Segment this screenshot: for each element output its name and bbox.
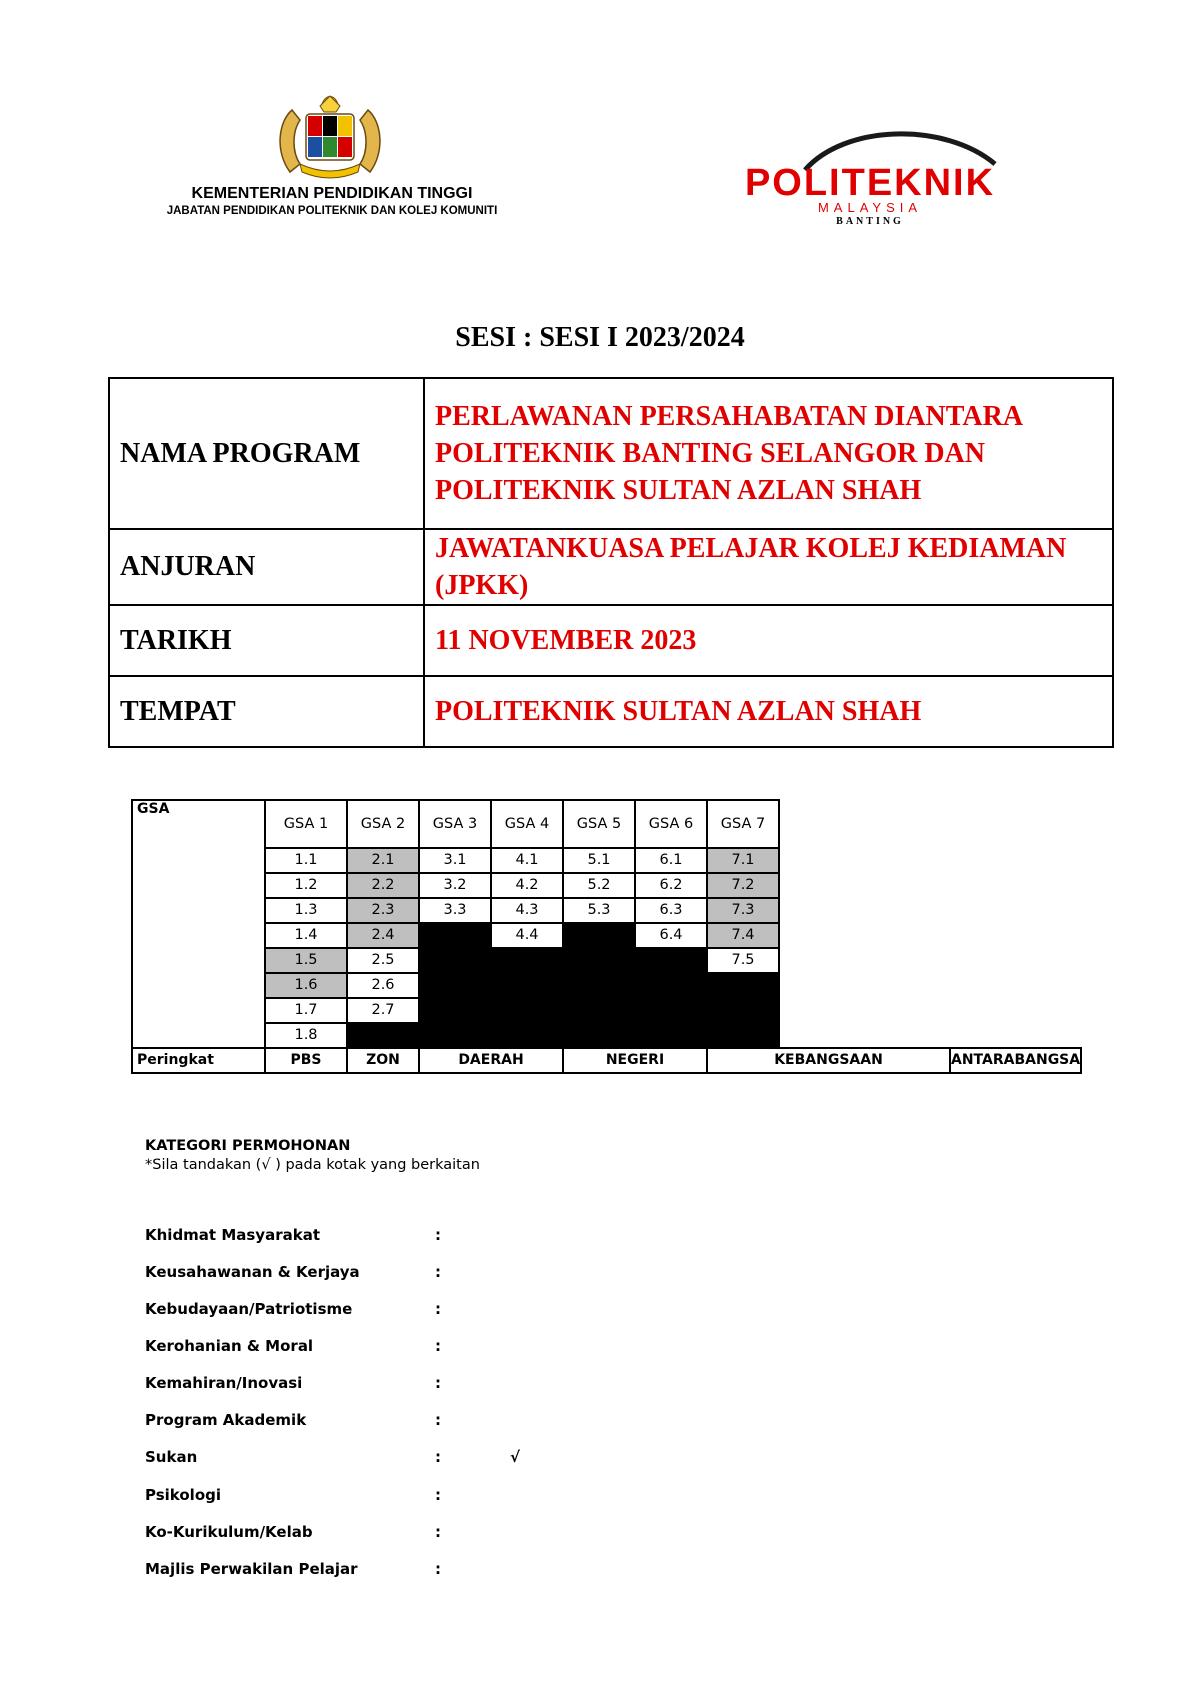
gsa-table [131, 799, 1082, 1074]
gsa-cell: 2.7 [347, 998, 419, 1023]
category-colon: : [435, 1337, 441, 1355]
gsa-cell: 7.2 [707, 873, 779, 898]
gsa-cell: 1.5 [265, 948, 347, 973]
department-name: JABATAN PENDIDIKAN POLITEKNIK DAN KOLEJ KOMUNITI [166, 205, 498, 217]
category-colon: : [435, 1226, 441, 1244]
info-value: POLITEKNIK SULTAN AZLAN SHAH [424, 676, 1113, 747]
gsa-cell-blocked [491, 998, 563, 1023]
gsa-cell-blocked [635, 973, 707, 998]
table-row [132, 848, 1081, 873]
blank-cell [779, 948, 950, 973]
gsa-header: GSA 2 [347, 800, 419, 848]
peringkat-cell: NEGERI [563, 1048, 707, 1073]
table-row [132, 948, 1081, 973]
gsa-cell: 2.5 [347, 948, 419, 973]
gsa-header: GSA 4 [491, 800, 563, 848]
category-name: Ko-Kurikulum/Kelab [145, 1523, 313, 1541]
gsa-cell-blocked [419, 1023, 491, 1048]
logo-campus: BANTING [836, 216, 904, 226]
gsa-cell-blocked [491, 1023, 563, 1048]
gsa-cell-blocked [563, 1023, 635, 1048]
category-colon: : [435, 1300, 441, 1318]
gsa-cell-blocked [347, 1023, 419, 1048]
gsa-header: GSA 3 [419, 800, 491, 848]
category-colon: : [435, 1448, 441, 1466]
gsa-cell: 5.3 [563, 898, 635, 923]
logo-subtitle: MALAYSIA [817, 200, 923, 215]
blank-cell [779, 973, 950, 998]
gsa-cell: 4.1 [491, 848, 563, 873]
gsa-cell: 1.1 [265, 848, 347, 873]
gsa-cell: 4.4 [491, 923, 563, 948]
logo-wordmark: POLITEKNIK [744, 162, 996, 204]
peringkat-cell: KEBANGSAAN [707, 1048, 950, 1073]
gsa-header: GSA 7 [707, 800, 779, 848]
gsa-cell-blocked [419, 948, 491, 973]
gsa-cell-blocked [419, 998, 491, 1023]
gsa-cell-blocked [635, 948, 707, 973]
table-row [132, 923, 1081, 948]
gsa-cell-blocked [563, 973, 635, 998]
table-row [109, 676, 1113, 747]
blank-cell [779, 873, 950, 898]
kategori-section [145, 1138, 480, 1173]
table-row [132, 1023, 1081, 1048]
peringkat-cell: ZON [347, 1048, 419, 1073]
gsa-cell: 7.3 [707, 898, 779, 923]
info-label: NAMA PROGRAM [109, 378, 424, 529]
gsa-header: GSA 6 [635, 800, 707, 848]
category-name: Program Akademik [145, 1411, 307, 1429]
program-info-table [108, 377, 1114, 748]
table-row [132, 1048, 1081, 1073]
ministry-header [140, 184, 524, 218]
table-row [109, 378, 1113, 529]
blank-cell [779, 998, 950, 1023]
kategori-instruction: *Sila tandakan (√ ) pada kotak yang berkaitan [145, 1157, 480, 1173]
gsa-cell-blocked [563, 998, 635, 1023]
gsa-cell-blocked [707, 998, 779, 1023]
gsa-cell: 2.2 [347, 873, 419, 898]
info-label: ANJURAN [109, 529, 424, 605]
gsa-cell: 7.1 [707, 848, 779, 873]
gsa-cell-blocked [707, 1023, 779, 1048]
category-colon: : [435, 1523, 441, 1541]
peringkat-label: Peringkat [132, 1048, 265, 1073]
info-value: 11 NOVEMBER 2023 [424, 605, 1113, 676]
gsa-cell: 1.3 [265, 898, 347, 923]
peringkat-cell: PBS [265, 1048, 347, 1073]
blank-cell [779, 800, 950, 848]
blank-cell [779, 848, 950, 873]
ministry-name: KEMENTERIAN PENDIDIKAN TINGGI [191, 185, 473, 202]
gsa-cell-blocked [491, 973, 563, 998]
info-label: TARIKH [109, 605, 424, 676]
category-name: Keusahawanan & Kerjaya [145, 1263, 360, 1281]
gsa-cell: 4.2 [491, 873, 563, 898]
gsa-cell: 3.1 [419, 848, 491, 873]
gsa-header: GSA 1 [265, 800, 347, 848]
malaysia-crest-logo [270, 92, 390, 182]
gsa-cell: 6.1 [635, 848, 707, 873]
gsa-cell: 1.4 [265, 923, 347, 948]
gsa-cell: 6.2 [635, 873, 707, 898]
category-colon: : [435, 1411, 441, 1429]
peringkat-cell: ANTARABANGSA [950, 1048, 1081, 1073]
table-row [132, 873, 1081, 898]
category-name: Psikologi [145, 1486, 222, 1504]
gsa-cell-blocked [563, 923, 635, 948]
category-name: Khidmat Masyarakat [145, 1226, 320, 1244]
info-value: JAWATANKUASA PELAJAR KOLEJ KEDIAMAN (JPKK) [424, 529, 1113, 605]
session-title: SESI : SESI I 2023/2024 [455, 322, 745, 353]
gsa-cell: 2.6 [347, 973, 419, 998]
gsa-cell-blocked [491, 948, 563, 973]
kategori-title: KATEGORI PERMOHONAN [145, 1138, 351, 1154]
gsa-cell: 3.2 [419, 873, 491, 898]
blank-cell [779, 898, 950, 923]
category-name: Kemahiran/Inovasi [145, 1374, 303, 1392]
gsa-cell: 2.3 [347, 898, 419, 923]
category-name: Sukan [145, 1448, 198, 1466]
gsa-cell: 5.2 [563, 873, 635, 898]
gsa-cell: 1.7 [265, 998, 347, 1023]
gsa-cell: 1.8 [265, 1023, 347, 1048]
gsa-cell-blocked [635, 1023, 707, 1048]
gsa-cell: 6.4 [635, 923, 707, 948]
blank-cell [779, 1023, 950, 1048]
gsa-cell: 1.2 [265, 873, 347, 898]
table-row [132, 800, 1081, 848]
politeknik-logo [715, 128, 1025, 226]
category-colon: : [435, 1374, 441, 1392]
table-row [132, 998, 1081, 1023]
blank-cell [779, 923, 950, 948]
gsa-cell: 4.3 [491, 898, 563, 923]
gsa-cell-blocked [419, 973, 491, 998]
gsa-cell: 5.1 [563, 848, 635, 873]
gsa-label: GSA [132, 800, 265, 1048]
category-name: Kebudayaan/Patriotisme [145, 1300, 353, 1318]
table-row [132, 973, 1081, 998]
gsa-cell: 2.1 [347, 848, 419, 873]
gsa-cell-blocked [563, 948, 635, 973]
gsa-cell: 2.4 [347, 923, 419, 948]
category-name: Kerohanian & Moral [145, 1337, 314, 1355]
peringkat-cell: DAERAH [419, 1048, 563, 1073]
table-row [109, 605, 1113, 676]
gsa-cell: 7.5 [707, 948, 779, 973]
table-row [132, 898, 1081, 923]
category-name: Majlis Perwakilan Pelajar [145, 1560, 358, 1578]
gsa-cell: 7.4 [707, 923, 779, 948]
category-checkbox[interactable]: √ [510, 1448, 521, 1466]
gsa-cell-blocked [707, 973, 779, 998]
gsa-cell: 1.6 [265, 973, 347, 998]
category-colon: : [435, 1263, 441, 1281]
gsa-cell-blocked [419, 923, 491, 948]
info-value: PERLAWANAN PERSAHABATAN DIANTARA POLITEKNIK BANTING SELANGOR DAN POLITEKNIK SULTAN AZLAN SHAH [424, 378, 1113, 529]
category-colon: : [435, 1560, 441, 1578]
gsa-cell: 3.3 [419, 898, 491, 923]
table-row [109, 529, 1113, 605]
gsa-cell-blocked [635, 998, 707, 1023]
gsa-cell: 6.3 [635, 898, 707, 923]
info-label: TEMPAT [109, 676, 424, 747]
category-colon: : [435, 1486, 441, 1504]
gsa-header: GSA 5 [563, 800, 635, 848]
